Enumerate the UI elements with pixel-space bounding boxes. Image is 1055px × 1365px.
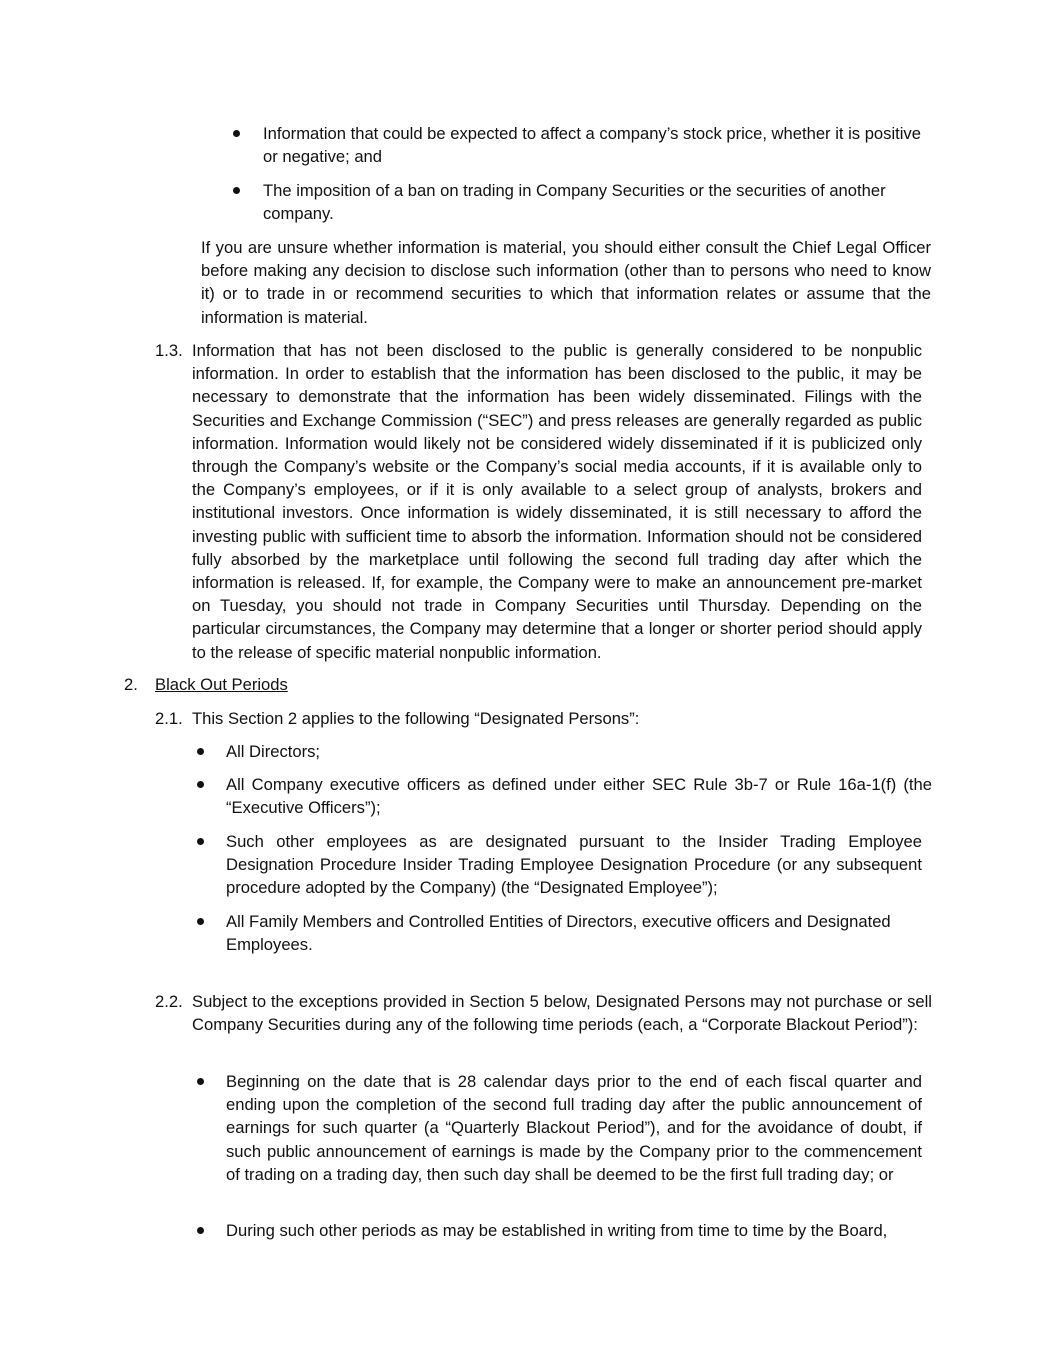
bullet-marker	[233, 187, 240, 194]
bullet-marker	[197, 838, 204, 845]
section-2-2-text: Subject to the exceptions provided in Section 5 below, Designated Persons may not purchase or sell Company Securities during any of the following time periods (each, a “Corporate Blackout Period”):	[192, 992, 932, 1035]
section-2-2-number: 2.2.	[155, 992, 183, 1011]
section-2-1-text: This Section 2 applies to the following “Designated Persons”:	[192, 709, 640, 728]
bullet-marker	[197, 1078, 204, 1085]
bullet-marker	[197, 781, 204, 788]
bullet-marker	[233, 130, 240, 137]
materiality-paragraph: If you are unsure whether information is material, you should either consult the Chief Legal Officer before making any decision to disclose such information (other than to persons who need to know it) or to trade in or recommend securities to which that information relates or assume that the information is material.	[201, 238, 931, 327]
section-2-1-number: 2.1.	[155, 709, 183, 728]
designated-bullet-2: All Company executive officers as defined under either SEC Rule 3b-7 or Rule 16a-1(f) (the “Executive Officers”);	[226, 775, 932, 818]
section-1-3-number: 1.3.	[155, 341, 183, 360]
bullet-marker	[197, 1227, 204, 1234]
bullet-marker	[197, 918, 204, 925]
designated-bullet-1: All Directors;	[226, 742, 321, 761]
designated-bullet-3: Such other employees as are designated pursuant to the Insider Trading Employee Designation Procedure Insider Trading Employee Designation Procedure (or any subsequent procedure adopted by the Company) (the “Designated Employee”);	[226, 832, 922, 898]
bullet-marker	[197, 748, 204, 755]
section-2-number: 2.	[124, 675, 138, 694]
blackout-bullet-2: During such other periods as may be established in writing from time to time by the Board,	[226, 1221, 888, 1240]
top-bullet-1: Information that could be expected to affect a company’s stock price, whether it is positive or negative; and	[263, 124, 921, 167]
section-1-3-text: Information that has not been disclosed to the public is generally considered to be nonpublic information. In order to establish that the information has been disclosed to the public, it may be necessary to demonstrate that the information has been widely disseminated. Filings with the Securities and Exchange Commission (“SEC”) and press releases are generally regarded as public information. Information would likely not be considered widely disseminated if it is publicized only through the Company’s website or the Company’s social media accounts, if it is available only to the Company’s employees, or if it is only available to a select group of analysts, brokers and institutional investors. Once information is widely disseminated, it is still necessary to afford the investing public with sufficient time to absorb the information. Information should not be considered fully absorbed by the marketplace until following the second full trading day after which the information is released. If, for example, the Company were to make an announcement pre-market on Tuesday, you should not trade in Company Securities until Thursday. Depending on the particular circumstances, the Company may determine that a longer or shorter period should apply to the release of specific material nonpublic information.	[192, 341, 922, 662]
top-bullet-2: The imposition of a ban on trading in Company Securities or the securities of another company.	[263, 181, 886, 224]
section-2-heading: Black Out Periods	[155, 675, 288, 694]
blackout-bullet-1: Beginning on the date that is 28 calendar days prior to the end of each fiscal quarter and ending upon the completion of the second full trading day after the public announcement of earnings for such quarter (a “Quarterly Blackout Period”), and for the avoidance of doubt, if such public announcement of earnings is made by the Company prior to the commencement of trading on a trading day, then such day shall be deemed to be the first full trading day; or	[226, 1072, 922, 1184]
designated-bullet-4: All Family Members and Controlled Entities of Directors, executive officers and Designated Employees.	[226, 912, 891, 955]
